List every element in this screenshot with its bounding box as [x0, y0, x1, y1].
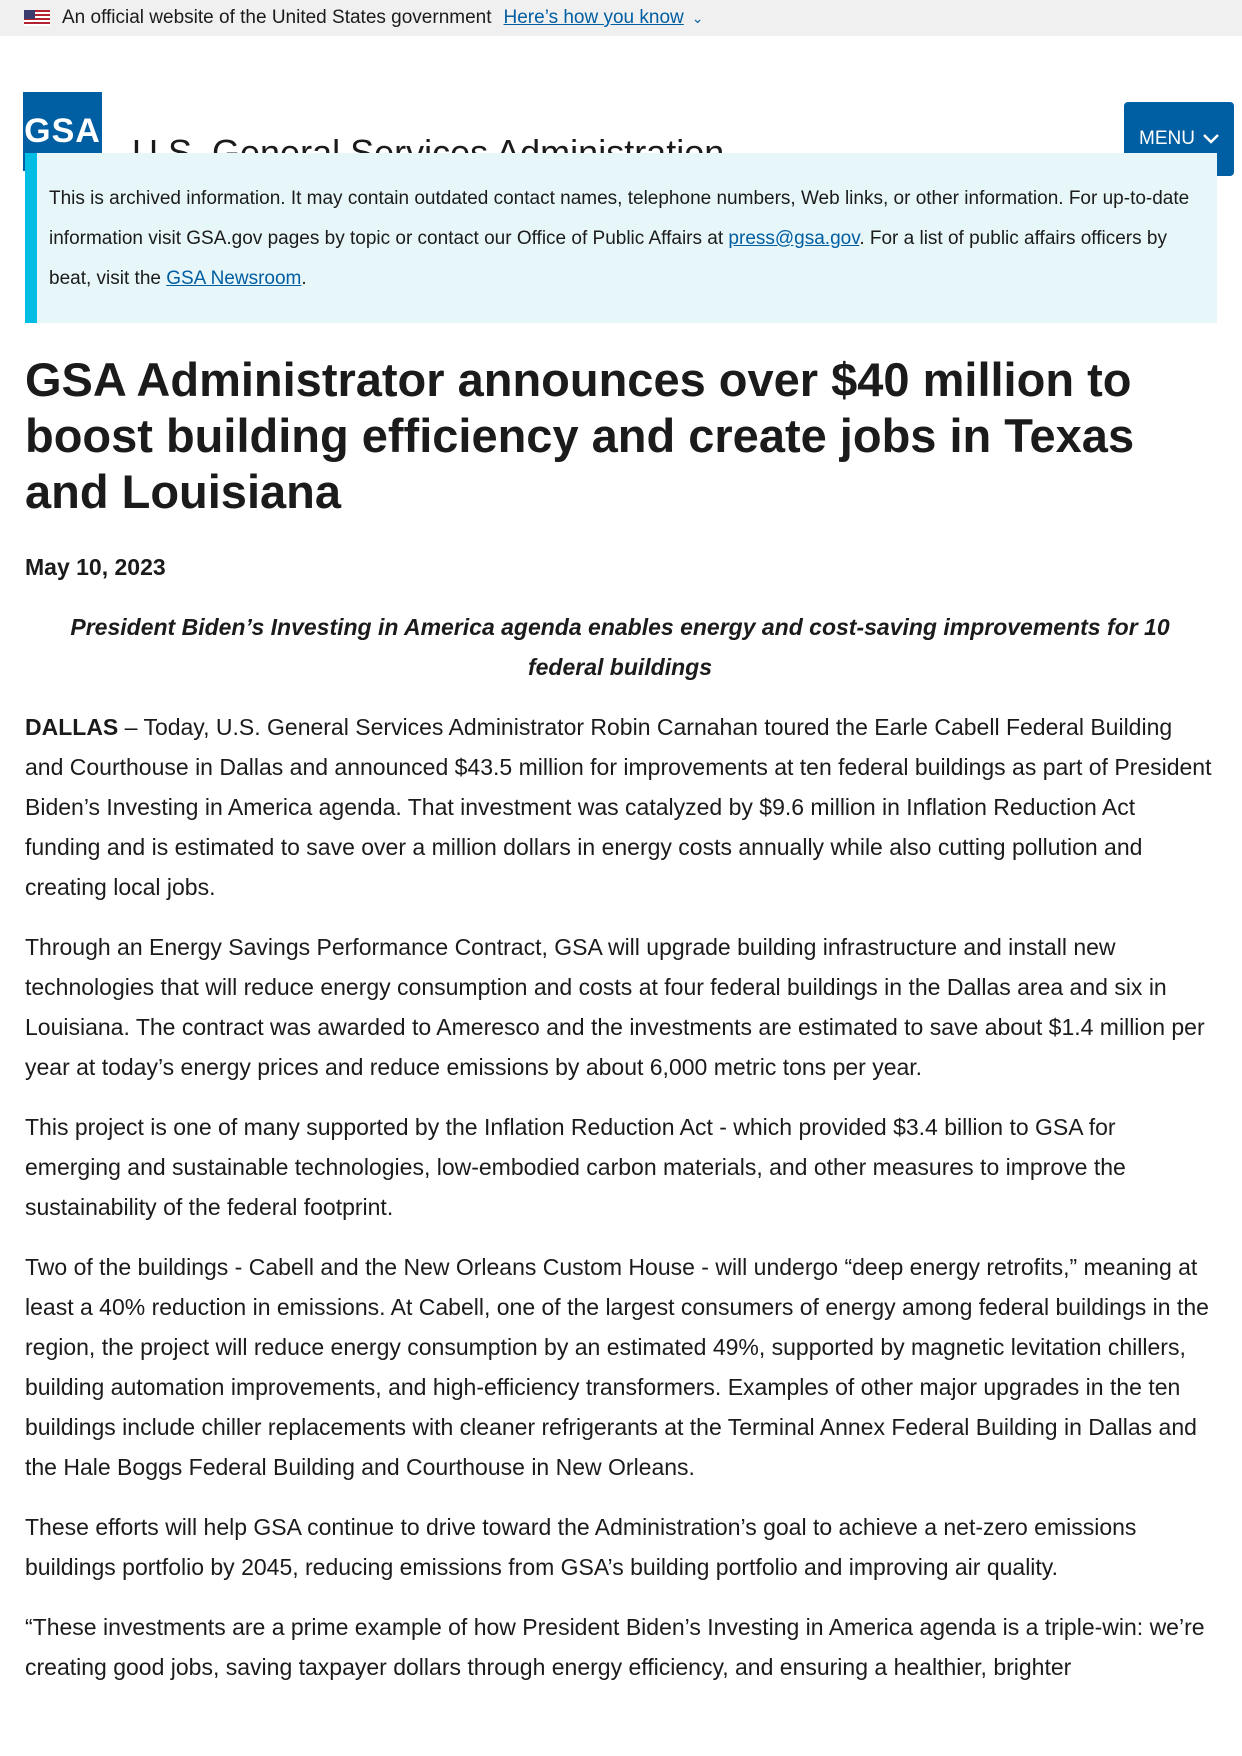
site-header: [0, 36, 1242, 154]
menu-label: MENU: [1139, 128, 1195, 149]
gov-banner: [0, 0, 1242, 36]
publish-date: May 10, 2023: [25, 554, 166, 580]
page-title: GSA Administrator announces over $40 million to boost building efficiency and create jobs in Texas and Louisiana: [25, 353, 1135, 518]
article-subhead: President Biden’s Investing in America agenda enables energy and cost-saving improvements for 10 federal buildings: [70, 614, 1170, 680]
gsa-newsroom-link[interactable]: GSA Newsroom: [166, 268, 302, 289]
paragraph-text: – Today, U.S. General Services Administrator Robin Carnahan toured the Earle Cabell Federal Building and Courthouse in Dallas and announced $43.5 million for improvements at ten federal buildings as part of President Biden’s Investing in America agenda. That investment was catalyzed by $9.6 million in Inflation Reduction Act funding and is estimated to save over a million dollars in energy costs annually while also cutting pollution and creating local jobs.: [25, 714, 1212, 900]
gsa-logo[interactable]: GSA: [23, 92, 102, 171]
paragraph: These efforts will help GSA continue to drive toward the Administration’s goal to achieve a net-zero emissions buildings portfolio by 2045, reducing emissions from GSA’s building portfolio and improving air quality.: [25, 1514, 1137, 1580]
dateline: DALLAS: [25, 714, 119, 740]
alert-text: .: [301, 268, 307, 289]
alert-text: . For a list of public affairs officers by beat, visit the: [49, 228, 1167, 289]
press-email-link[interactable]: press@gsa.gov: [728, 228, 860, 249]
heres-how-you-know-link[interactable]: Here’s how you know: [503, 7, 684, 28]
archived-alert: [25, 153, 1217, 323]
chevron-down-icon[interactable]: ⌄: [691, 9, 704, 26]
gov-banner-text: An official website of the United States government: [62, 7, 492, 28]
paragraph: This project is one of many supported by the Inflation Reduction Act - which provided $3.4 billion to GSA for emerging and sustainable technologies, low-embodied carbon materials, and other measures to improve the sustainability of the federal footprint.: [25, 1114, 1126, 1220]
chevron-down-icon: [1203, 128, 1219, 150]
article: [25, 352, 1215, 1687]
us-flag-icon: [24, 10, 50, 26]
paragraph: Through an Energy Savings Performance Contract, GSA will upgrade building infrastructure and install new technologies that will reduce energy consumption and costs at four federal buildings in the Dallas area and six in Louisiana. The contract was awarded to Ameresco and the investments are estimated to save about $1.4 million per year at today’s energy prices and reduce emissions by about 6,000 metric tons per year.: [25, 934, 1205, 1080]
alert-text: This is archived information. It may contain outdated contact names, telephone numbers, Web links, or other information. For up-to-date information visit GSA.gov pages by topic or contact our Office of Public Affairs at: [49, 188, 1190, 249]
paragraph: “These investments are a prime example of how President Biden’s Investing in America agenda is a triple-win: we’re creating good jobs, saving taxpayer dollars through energy efficiency, and ensuring a healthier, brighter: [25, 1614, 1205, 1680]
paragraph: Two of the buildings - Cabell and the New Orleans Custom House - will undergo “deep energy retrofits,” meaning at least a 40% reduction in emissions. At Cabell, one of the largest consumers of energy among federal buildings in the region, the project will reduce energy consumption by an estimated 49%, supported by magnetic levitation chillers, building automation improvements, and high-efficiency transformers. Examples of other major upgrades in the ten buildings include chiller replacements with cleaner refrigerants at the Terminal Annex Federal Building in Dallas and the Hale Boggs Federal Building and Courthouse in New Orleans.: [25, 1254, 1209, 1480]
paragraph: [25, 707, 1215, 907]
